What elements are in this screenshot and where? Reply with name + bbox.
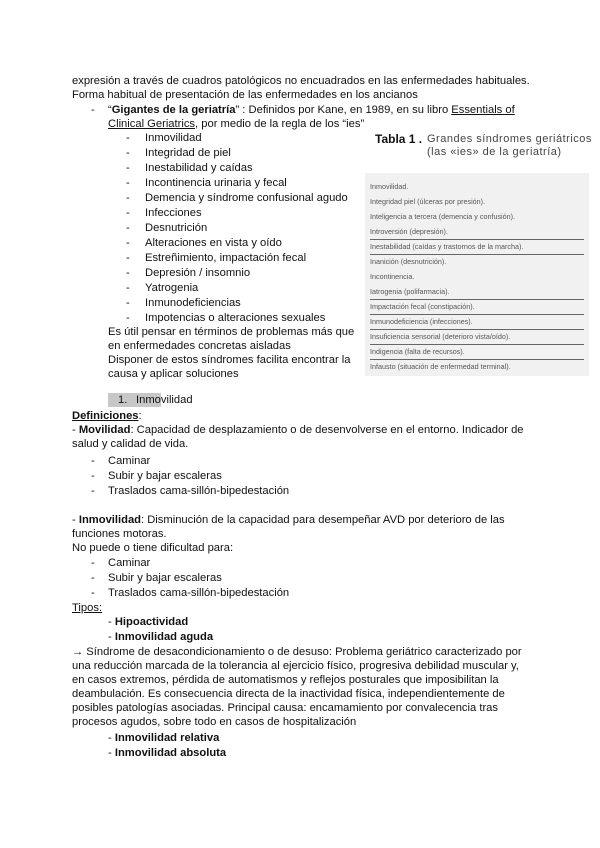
giants-term: Gigantes de la geriatría (111, 104, 236, 116)
giants-line-1 (108, 103, 515, 117)
table-divider (370, 359, 584, 360)
movilidad-item: Subir y bajar escaleras (108, 470, 222, 482)
giants-item: Depresión / insomnio (145, 267, 251, 279)
tipo-inmovilidad-relativa: - Inmovilidad relativa (108, 732, 220, 744)
definiciones-label: Definiciones (72, 410, 139, 422)
list-dash: - (126, 237, 130, 249)
giants-item: Inestabilidad y caídas (145, 162, 253, 174)
inmovilidad-line-2: funciones motoras. (72, 528, 167, 540)
table-row: Impactación fecal (constipación). (370, 302, 475, 311)
table-row: Introversión (depresión). (370, 227, 448, 236)
inmovilidad-text: : Disminución de la capacidad para desempeñar AVD por deterioro de las (141, 514, 505, 526)
giants-text-end: , por medio de la regla de los “ies” (195, 118, 365, 130)
table-figure (365, 130, 592, 376)
tipo-2-label: Inmovilidad aguda (114, 631, 214, 643)
tipo-4-label: Inmovilidad absoluta (114, 747, 227, 759)
intro-line-2: Forma habitual de presentación de las enfermedades en los ancianos (72, 89, 418, 101)
giants-item: Alteraciones en vista y oído (145, 237, 282, 249)
giants-item: Impotencias o alteraciones sexuales (145, 312, 326, 324)
giants-note-1a: Es útil pensar en términos de problemas más que (108, 326, 355, 338)
list-dash: - (91, 455, 95, 467)
definiciones-heading (72, 409, 142, 423)
list-dash: - (91, 470, 95, 482)
tipo-hipoactividad: - Hipoactividad (108, 616, 189, 628)
giants-text-after: ” : Definidos por Kane, en 1989, en su libro (235, 104, 452, 116)
no-puede-text: No puede o tiene dificultad para: (72, 542, 234, 554)
list-dash: - (91, 587, 95, 599)
table-figure-caption: Grandes síndromes geriátricos (las «ies» de la geriatría) (427, 133, 592, 158)
table-divider (370, 299, 584, 300)
list-dash: - (126, 222, 130, 234)
movilidad-term: Movilidad (78, 424, 131, 436)
table-divider (370, 254, 584, 255)
list-dash: - (91, 557, 95, 569)
desacond-para-line: → Síndrome de desacondicionamiento o de desuso: Problema geriátrico caracterizado por (72, 646, 522, 658)
desacond-para-line: deambulación. Es consecuencia directa de la inactividad física, independientemente de (72, 688, 505, 700)
inmovilidad-item: Subir y bajar escaleras (108, 572, 222, 584)
list-dash: - (126, 312, 130, 324)
intro-line-1: expresión a través de cuadros patológicos no encuadrados en las enfermedades habituales. (72, 75, 530, 87)
desacond-para-line: en casos extremos, pérdida de automatismos y reflejos posturales que imposibilitan la (72, 674, 499, 686)
tipo-inmovilidad-aguda: - Inmovilidad aguda (108, 631, 214, 643)
giants-dash: - (91, 104, 95, 116)
list-dash: - (126, 192, 130, 204)
section-1-number: 1. (118, 394, 128, 406)
table-row: Inanición (desnutrición). (370, 257, 447, 266)
tipo-inmovilidad-absoluta: - Inmovilidad absoluta (108, 747, 227, 759)
inmovilidad-item: Caminar (108, 557, 151, 569)
table-row: Iatrogenia (polifarmacia). (370, 287, 450, 296)
giants-item: Yatrogenia (145, 282, 199, 294)
movilidad-line-2: salud y calidad de vida. (72, 438, 189, 450)
giants-book-part2: Clinical Geriatrics (108, 118, 196, 130)
table-row: Inmovilidad. (370, 182, 409, 191)
giants-item: Inmovilidad (145, 132, 202, 144)
list-dash: - (91, 572, 95, 584)
giants-item: Demencia y síndrome confusional agudo (145, 192, 348, 204)
table-figure-body (365, 173, 589, 376)
definiciones-colon: : (138, 410, 142, 422)
inmovilidad-term: Inmovilidad (78, 514, 142, 526)
inmovilidad-item: Traslados cama-sillón-bipedestación (108, 587, 290, 599)
desacond-para-line: posibles patologías asociadas. Principal causa: encamamiento por convalecencia tras (72, 702, 498, 714)
inmovilidad-line-1: - Inmovilidad: Disminución de la capacidad para desempeñar AVD por deterioro de las (72, 514, 505, 526)
table-row: Insuficiencia sensorial (deterioro vista/oído). (370, 332, 511, 341)
list-dash: - (126, 207, 130, 219)
giants-line-2 (108, 117, 364, 131)
list-dash: - (126, 297, 130, 309)
movilidad-item: Caminar (108, 455, 151, 467)
giants-book-part1: Essentials of (451, 104, 515, 116)
table-figure-number: Tabla 1 . (375, 132, 423, 146)
table-row: Inestabilidad (caídas y trastornos de la marcha). (370, 242, 524, 251)
table-row: Indigencia (falta de recursos). (370, 347, 465, 356)
list-dash: - (126, 282, 130, 294)
table-row: Infausto (situación de enfermedad terminal). (370, 362, 511, 371)
tipo-3-label: Inmovilidad relativa (114, 732, 220, 744)
tipo-1-label: Hipoactividad (114, 616, 189, 628)
list-dash: - (126, 162, 130, 174)
movilidad-item: Traslados cama-sillón-bipedestación (108, 485, 290, 497)
section-1-title: Inmovilidad (136, 394, 193, 406)
giants-quote-open: “ (108, 104, 112, 116)
giants-item: Estreñimiento, impactación fecal (145, 252, 307, 264)
table-divider (370, 314, 584, 315)
table-divider (370, 329, 584, 330)
table-divider (370, 344, 584, 345)
movilidad-text: : Capacidad de desplazamiento o de desenvolverse en el entorno. Indicador de (130, 424, 524, 436)
giants-item: Desnutrición (145, 222, 208, 234)
giants-item: Incontinencia urinaria y fecal (145, 177, 287, 189)
table-divider (370, 239, 584, 240)
desacond-para-line: una reducción marcada de la tolerancia al ejercicio físico, progresiva debilidad muscular y, (72, 660, 519, 672)
movilidad-line-1: - Movilidad: Capacidad de desplazamiento o de desenvolverse en el entorno. Indicador de (72, 424, 524, 436)
list-dash: - (126, 267, 130, 279)
giants-item: Infecciones (145, 207, 202, 219)
table-figure-title (375, 132, 592, 158)
list-dash: - (126, 177, 130, 189)
table-row: Inmunodeficiencia (infecciones). (370, 317, 473, 326)
giants-item: Inmunodeficiencias (145, 297, 241, 309)
table-row: Incontinencia. (370, 272, 415, 281)
tipos-label: Tipos: (72, 602, 103, 614)
giants-note-1b: en enfermedades concretas aisladas (108, 340, 291, 352)
list-dash: - (126, 147, 130, 159)
list-dash: - (126, 132, 130, 144)
giants-note-2b: causa y aplicar soluciones (108, 368, 239, 380)
desacond-para-line: procesos agudos, sobre todo en casos de hospitalización (72, 716, 357, 728)
list-dash: - (126, 252, 130, 264)
giants-item: Integridad de piel (145, 147, 231, 159)
table-row: Inteligencia a tercera (demencia y confusión). (370, 212, 516, 221)
table-row: Integridad piel (úlceras por presión). (370, 197, 486, 206)
giants-note-2a: Disponer de estos síndromes facilita encontrar la (108, 354, 351, 366)
list-dash: - (91, 485, 95, 497)
